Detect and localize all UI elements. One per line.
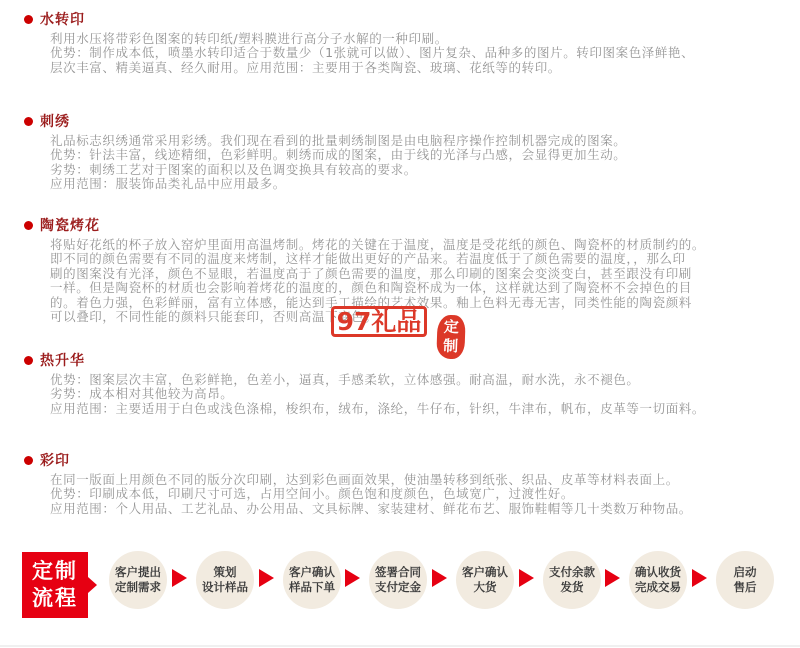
flow-step-line: 大货: [473, 580, 497, 594]
flow-step-line: 完成交易: [635, 580, 681, 594]
flow-step-line: 确认收货: [635, 565, 681, 579]
section-heading-embroidery: [24, 112, 70, 130]
flow-step-line: 客户确认: [289, 565, 335, 579]
watermark-brand-box: [331, 306, 427, 337]
bullet-icon: [24, 15, 33, 24]
body-line: 将贴好花纸的杯子放入窑炉里面用高温烤制。烤花的关键在于温度，温度是受花纸的颜色、陶瓷杯的材质制约的。: [50, 237, 706, 252]
flow-step-line: 客户确认: [462, 565, 508, 579]
flow-step-line: 设计样品: [202, 580, 248, 594]
flow-step-4: [369, 551, 427, 609]
body-line: 一样。但是陶瓷杯的材质也会影响着烤花的温度的，颜色和陶瓷杯成为一体，这样就达到了陶瓷杯不会掉色的目: [50, 280, 692, 296]
watermark-brand-text: 97礼品: [336, 307, 422, 336]
section-title: 陶瓷烤花: [40, 218, 100, 234]
body-line: 优势：针法丰富，线迹精细，色彩鲜明。刺绣而成的图案，由于线的光泽与凸感，会显得更加生动。: [50, 147, 627, 163]
flow-step-line: 签署合同: [375, 565, 421, 579]
body-line: 优势：印刷成本低，印刷尺寸可选，占用空间小。颜色饱和度颜色，色域宽广，过渡性好。: [50, 486, 575, 502]
body-line: 在同一版面上用颜色不同的版分次印刷，达到彩色画面效果，使油墨转移到纸张、织品、皮革等材料表面上。: [50, 472, 679, 487]
flow-step-line: 定制需求: [115, 580, 161, 594]
flow-label-line: 流程: [32, 586, 78, 610]
bottom-divider: [0, 645, 800, 647]
watermark-seal-char: 制: [442, 336, 459, 356]
section-body-color-printing: [50, 473, 692, 516]
bullet-icon: [24, 117, 33, 126]
body-line: 刷的图案没有光泽，颜色不显眼，若温度高于了颜色需要的温度，那么印刷的图案会变淡变白，甚至跟没有印刷: [50, 265, 692, 281]
section-title: 刺绣: [40, 114, 70, 130]
arrow-right-icon: [605, 569, 620, 587]
section-title: 彩印: [40, 453, 70, 469]
flow-label-pointer-icon: [88, 577, 97, 593]
bullet-icon: [24, 356, 33, 365]
arrow-right-icon: [432, 569, 447, 587]
bullet-icon: [24, 221, 33, 230]
flow-label-box: [22, 552, 88, 618]
section-heading-water-transfer: [24, 10, 85, 28]
body-line: 优势：图案层次丰富，色彩鲜艳，色差小，逼真，手感柔软，立体感强。耐高温，耐水洗，永不褪色。: [50, 372, 640, 387]
arrow-right-icon: [259, 569, 274, 587]
flow-step-line: 启动: [733, 565, 757, 579]
body-line: 应用范围：服装饰品类礼品中应用最多。: [50, 176, 286, 192]
section-body-embroidery: [50, 134, 626, 192]
body-line: 即不同的颜色需要有不同的温度来烤制，这样才能做出更好的产品来。若温度低于了颜色需要的温度，，那么印: [50, 251, 686, 267]
watermark-seal-stamp: [436, 315, 466, 360]
arrow-right-icon: [172, 569, 187, 587]
arrow-right-icon: [692, 569, 707, 587]
body-line: 应用范围：个人用品、工艺礼品、办公用品、文具标牌、家装建材、鲜花布艺、服饰鞋帽等几十类数万种物品。: [50, 500, 692, 516]
flow-step-5: [456, 551, 514, 609]
flow-step-3: [283, 551, 341, 609]
section-heading-thermal-sublimation: [24, 351, 85, 369]
body-line: 劣势：刺绣工艺对于图案的面积以及色调变换具有较高的要求。: [50, 161, 417, 177]
body-line: 应用范围：主要适用于白色或浅色涤棉，梭织布，绒布，涤纶，牛仔布，针织，牛津布，帆布，皮革等一切面料。: [50, 400, 706, 416]
section-heading-color-printing: [24, 451, 70, 469]
flow-step-line: 策划: [213, 565, 237, 579]
body-line: 层次丰富、精美逼真、经久耐用。应用范围：主要用于各类陶瓷、玻璃、花纸等的转印。: [50, 59, 561, 75]
flow-step-7: [629, 551, 687, 609]
flow-step-line: 发货: [560, 580, 584, 594]
body-line: 劣势：成本相对其他较为高昂。: [50, 386, 234, 402]
section-title: 热升华: [40, 353, 85, 369]
body-line: 的。着色力强，色彩鲜丽，富有立体感，能达到手工描绘的艺术效果。釉上色料无毒无害，同类性能的陶瓷颜料: [50, 294, 692, 310]
flow-step-line: 客户提出: [115, 565, 161, 579]
flow-step-6: [543, 551, 601, 609]
flow-step-1: [109, 551, 167, 609]
body-line: 利用水压将带彩色图案的转印纸/塑料膜进行高分子水解的一种印刷。: [50, 31, 448, 46]
flow-step-line: 支付定金: [375, 580, 421, 594]
flow-label-line: 定制: [32, 559, 78, 583]
arrow-right-icon: [519, 569, 534, 587]
flow-step-line: 样品下单: [289, 580, 335, 594]
body-line: 优势：制作成本低，喷墨水转印适合于数量少（1张就可以做）、图片复杂、品种多的图片。转印图案色泽鲜艳、: [50, 45, 695, 61]
flow-step-2: [196, 551, 254, 609]
section-body-water-transfer: [50, 32, 694, 75]
flow-step-line: 售后: [733, 580, 757, 594]
arrow-right-icon: [345, 569, 360, 587]
flow-step-line: 支付余款: [549, 565, 595, 579]
watermark-seal-char: 定: [443, 317, 460, 337]
bullet-icon: [24, 456, 33, 465]
section-body-thermal-sublimation: [50, 373, 705, 416]
body-line: 可以叠印，不同性能的颜料只能套印，否则高温下变色。: [50, 309, 378, 325]
section-title: 水转印: [40, 12, 85, 28]
flow-step-8: [716, 551, 774, 609]
section-heading-ceramic-baking: [24, 216, 100, 234]
body-line: 礼品标志织绣通常采用彩绣。我们现在看到的批量刺绣制图是由电脑程序操作控制机器完成的图案。: [50, 133, 627, 148]
